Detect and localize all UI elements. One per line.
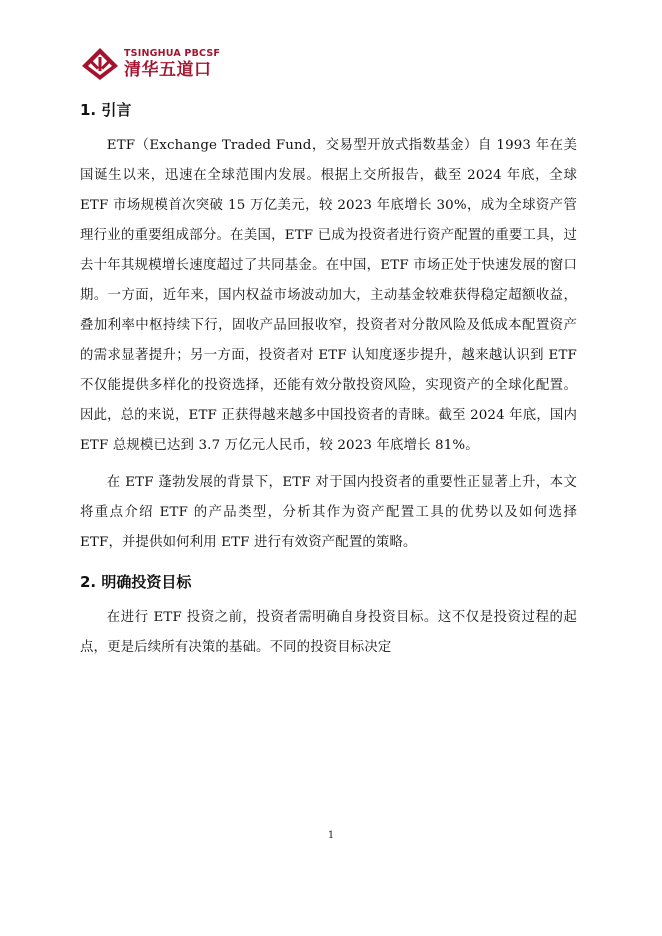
paragraph-investment-goals: 在进行 ETF 投资之前，投资者需明确自身投资目标。这不仅是投资过程的起点，更是后续所有决策的基础。不同的投资目标决定 — [80, 610, 577, 655]
section-heading-introduction: 1. 引言 — [80, 101, 132, 119]
logo-chinese-text: 清华五道口 — [124, 60, 212, 80]
paragraph-article-scope: 在 ETF 蓬勃发展的背景下，ETF 对于国内投资者的重要性正显著上升，本文将重点介绍 ETF 的产品类型，分析其作为资产配置工具的优势以及如何选择 ETF，并提供如何利用 ETF 进行有效资产配置的策略。 — [80, 475, 577, 550]
section-heading-investment-goals: 2. 明确投资目标 — [80, 573, 192, 591]
page-number: 1 — [327, 830, 335, 841]
document-body — [80, 92, 577, 663]
institution-logo — [80, 44, 220, 84]
logo-english-text: TSINGHUA PBCSF — [124, 48, 221, 59]
tsinghua-pbcsf-emblem-icon — [80, 46, 120, 82]
paragraph-etf-history: ETF（Exchange Traded Fund，交易型开放式指数基金）自 1993 年在美国诞生以来，迅速在全球范围内发展。根据上交所报告，截至 2024 年底，全球 ETF 市场规模首次突破 15 万亿美元，较 2023 年底增长 30%，成为全球资产管理行业的重要组成部分。在美国，ETF 已成为投资者进行资产配置的重要工具，过去十年其规模增长速度超过了共同基金。在中国，ETF 市场正处于快速发展的窗口期。一方面，近年来，国内权益市场波动加大，主动基金较难获得稳定超额收益，叠加利率中枢持续下行，固收产品回报收窄，投资者对分散风险及低成本配置资产的需求显著提升；另一方面，投资者对 ETF 认知度逐步提升，越来越认识到 ETF 不仅能提供多样化的投资选择，还能有效分散投资风险，实现资产的全球化配置。因此，总的来说，ETF 正获得越来越多中国投资者的青睐。截至 2024 年底，国内 ETF 总规模已达到 3.7 万亿元人民币，较 2023 年底增长 81%。 — [80, 138, 577, 453]
